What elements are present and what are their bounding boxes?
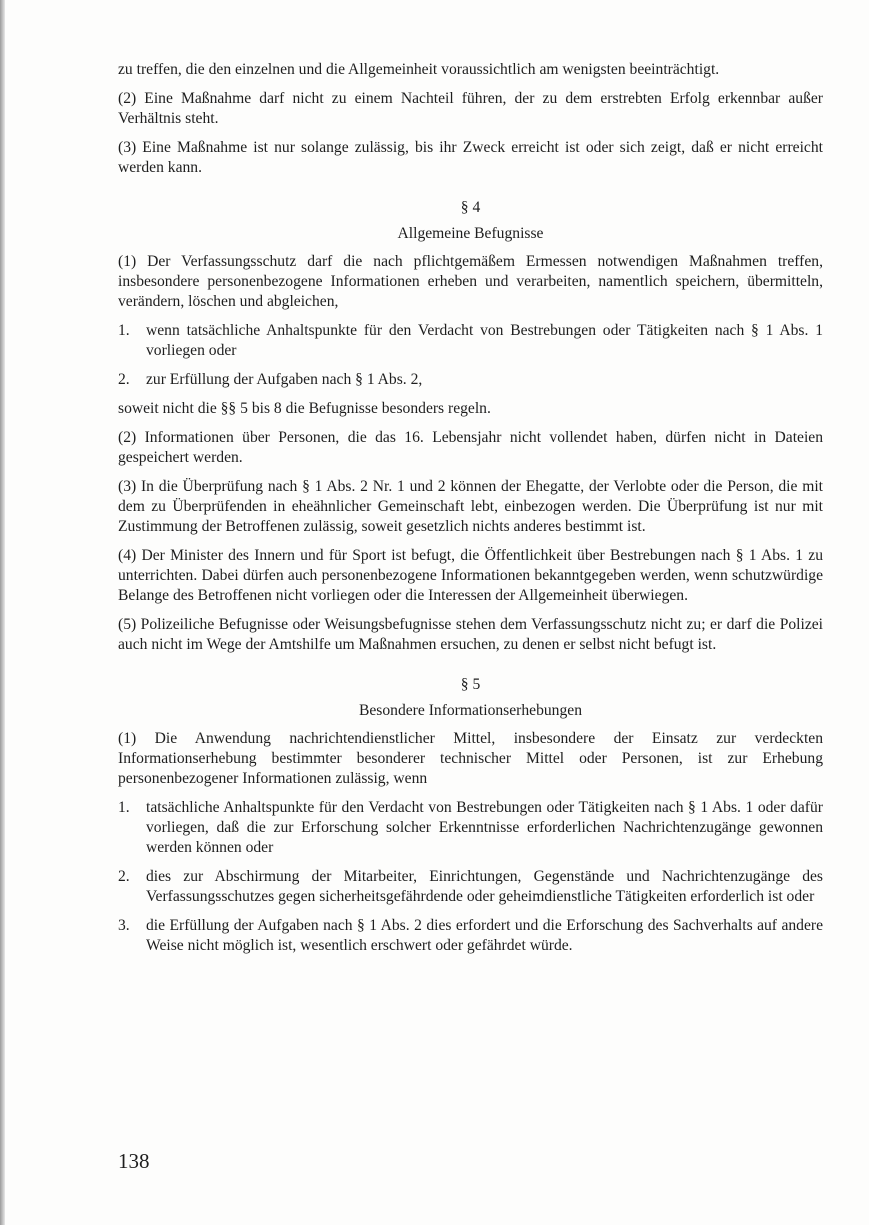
paragraph-3-2: (2) Eine Maßnahme darf nicht zu einem Nachteil führen, der zu dem erstrebten Erfolg erkennbar außer Verhältnis steht. — [118, 90, 823, 127]
section-number-4: § 4 — [460, 199, 481, 216]
list-item-text: dies zur Abschirmung der Mitarbeiter, Einrichtungen, Gegenstände und Nachrichtenzugänge des Verfassungsschutzes gegen sicherheitsgefährdende oder geheimdienstliche Tätigkeiten erforderlich ist oder — [146, 868, 823, 905]
section-title-5: Besondere Informationserhebungen — [358, 702, 582, 719]
list-item-number: 2. — [118, 371, 130, 388]
list-item-number: 1. — [118, 322, 130, 339]
paragraph-4-1: (1) Der Verfassungsschutz darf die nach pflichtgemäßem Ermessen notwendigen Maßnahmen treffen, insbesondere personenbezogene Informationen erheben und verarbeiten, namentlich speichern, übermitteln, verändern, löschen und abgleichen, — [118, 253, 823, 310]
paragraph-4-3: (3) In die Überprüfung nach § 1 Abs. 2 Nr. 1 und 2 können der Ehegatte, der Verlobte oder die Person, die mit dem zu Überprüfenden in eheähnlicher Gemeinschaft lebt, einbezogen werden. Die Überprüfung ist nur mit Zustimmung der Betroffenen zulässig, soweit gesetzlich nichts anderes bestimmt ist. — [118, 478, 823, 535]
list-item-number: 2. — [118, 868, 130, 885]
list-item — [118, 916, 823, 956]
paragraph-5-1: (1) Die Anwendung nachrichtendienstlicher Mittel, insbesondere der Einsatz zur verdeckten Informationserhebung bestimmter besonderer technischer Mittel oder Personen, ist zur Erhebung personenbezogener Informationen zulässig, wenn — [118, 730, 823, 787]
page-number: 138 — [118, 1149, 150, 1173]
paragraph-4-4: (4) Der Minister des Innern und für Sport ist befugt, die Öffentlichkeit über Bestrebungen nach § 1 Abs. 1 zu unterrichten. Dabei dürfen auch personenbezogene Informationen bekanntgegeben werden, wenn schutzwürdige Belange des Betroffenen nicht vorliegen oder die Interessen der Allgemeinheit überwiegen. — [118, 547, 823, 604]
list-item-text: die Erfüllung der Aufgaben nach § 1 Abs. 2 dies erfordert und die Erforschung des Sachverhalts auf andere Weise nicht möglich ist, wesentlich erschwert oder gefährdet würde. — [146, 917, 823, 954]
list-item-text: zur Erfüllung der Aufgaben nach § 1 Abs. 2, — [146, 371, 423, 388]
scan-page-edge — [0, 0, 5, 1225]
section-title-4: Allgemeine Befugnisse — [397, 225, 544, 242]
list-item — [118, 321, 823, 361]
list-item — [118, 798, 823, 858]
section-number-5: § 5 — [460, 676, 481, 693]
list-item-text: tatsächliche Anhaltspunkte für den Verdacht von Bestrebungen oder Tätigkeiten nach § 1 Abs. 1 oder dafür vorliegen, daß die zur Erforschung solcher Erkenntnisse erforderlichen Nachrichtenzugänge gewonnen werden können oder — [146, 799, 823, 856]
list-item — [118, 370, 823, 390]
list-item — [118, 867, 823, 907]
paragraph-4-5: (5) Polizeiliche Befugnisse oder Weisungsbefugnisse stehen dem Verfassungsschutz nicht zu; er darf die Polizei auch nicht im Wege der Amtshilfe um Maßnahmen ersuchen, zu denen er selbst nicht befugt ist. — [118, 616, 823, 653]
document-body — [118, 60, 823, 965]
paragraph-4-1-tail: soweit nicht die §§ 5 bis 8 die Befugnisse besonders regeln. — [118, 400, 491, 417]
list-item-text: wenn tatsächliche Anhaltspunkte für den Verdacht von Bestrebungen oder Tätigkeiten nach § 1 Abs. 1 vorliegen oder — [146, 322, 823, 359]
paragraph-4-2: (2) Informationen über Personen, die das 16. Lebensjahr nicht vollendet haben, dürfen nicht in Dateien gespeichert werden. — [118, 429, 823, 466]
list-item-number: 1. — [118, 799, 130, 816]
paragraph-continuation: zu treffen, die den einzelnen und die Allgemeinheit voraussichtlich am wenigsten beeinträchtigt. — [118, 61, 720, 78]
paragraph-3-3: (3) Eine Maßnahme ist nur solange zulässig, bis ihr Zweck erreicht ist oder sich zeigt, daß er nicht erreicht werden kann. — [118, 139, 823, 176]
list-item-number: 3. — [118, 917, 130, 934]
